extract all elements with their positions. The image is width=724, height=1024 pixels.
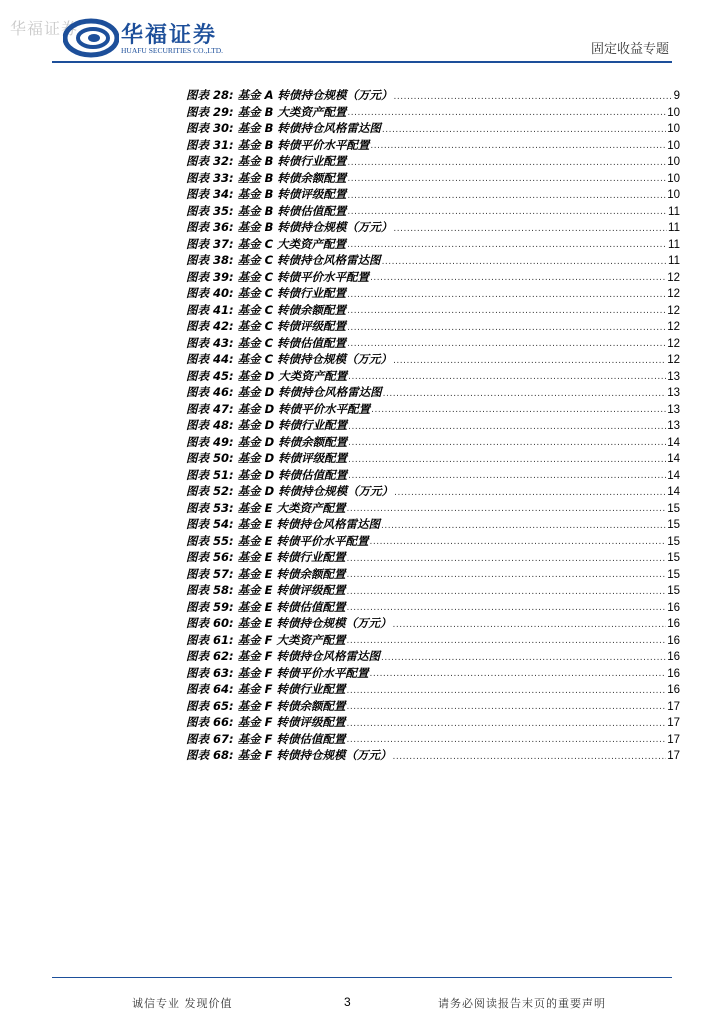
toc-entry[interactable]: [186, 170, 680, 187]
toc-leader-dots: [348, 471, 666, 483]
footer-slogan: 诚信专业 发现价值: [132, 997, 233, 1010]
report-section-title: 固定收益专题: [590, 42, 669, 57]
toc-entry[interactable]: [186, 335, 680, 352]
toc-leader-dots: [347, 323, 666, 335]
toc-entry-label: 图表 65: 基金 F 转债余额配置: [186, 698, 346, 713]
toc-entry-label: 图表 41: 基金 C 转债余额配置: [186, 302, 347, 317]
toc-entry-page: 17: [667, 700, 680, 713]
toc-entry-label: 图表 29: 基金 B 大类资产配置: [186, 104, 347, 119]
toc-entry-page: 17: [667, 750, 680, 762]
toc-leader-dots: [392, 752, 666, 764]
toc-entry[interactable]: [186, 120, 680, 137]
toc-entry-label: 图表 40: 基金 C 转债行业配置: [186, 286, 347, 300]
toc-entry[interactable]: [186, 219, 680, 236]
toc-entry-page: 15: [667, 585, 680, 597]
toc-entry[interactable]: [186, 632, 680, 649]
toc-leader-dots: [394, 488, 666, 500]
toc-entry-page: 15: [667, 552, 680, 564]
toc-entry[interactable]: [186, 731, 680, 748]
toc-entry-page: 16: [667, 667, 680, 680]
toc-entry[interactable]: [186, 665, 680, 682]
toc-entry-page: 13: [667, 403, 680, 416]
toc-entry-label: 图表 49: 基金 D 转债余额配置: [186, 434, 348, 449]
toc-leader-dots: [346, 735, 666, 747]
toc-leader-dots: [347, 174, 666, 186]
toc-entry[interactable]: [186, 747, 680, 764]
toc-leader-dots: [393, 224, 667, 236]
toc-entry[interactable]: [186, 483, 680, 500]
toc-entry[interactable]: [186, 384, 680, 401]
toc-entry-page: 10: [667, 139, 680, 152]
table-of-figures: [186, 87, 680, 764]
footer-divider: [52, 977, 672, 978]
toc-entry-label: 图表 55: 基金 E 转债平价水平配置: [186, 533, 369, 548]
toc-entry[interactable]: [186, 714, 680, 731]
watermark-text: 华福证券: [10, 19, 79, 38]
toc-entry-page: 15: [667, 568, 680, 581]
toc-entry-page: 13: [667, 387, 680, 399]
toc-entry[interactable]: [186, 582, 680, 599]
company-logo: [63, 16, 253, 60]
toc-entry-label: 图表 28: 基金 A 转债持仓规模（万元）: [186, 88, 393, 102]
toc-entry-label: 图表 52: 基金 D 转债持仓规模（万元）: [186, 484, 394, 498]
toc-entry[interactable]: [186, 203, 680, 220]
toc-entry-page: 15: [667, 519, 680, 531]
toc-entry-label: 图表 33: 基金 B 转债余额配置: [186, 170, 347, 185]
toc-entry-label: 图表 38: 基金 C 转债持仓风格雷达图: [186, 253, 381, 267]
toc-entry[interactable]: [186, 467, 680, 484]
toc-entry[interactable]: [186, 549, 680, 566]
toc-entry-label: 图表 56: 基金 E 转债行业配置: [186, 550, 346, 564]
toc-entry-label: 图表 51: 基金 D 转债估值配置: [186, 467, 348, 482]
toc-leader-dots: [346, 702, 666, 714]
toc-entry-page: 10: [667, 189, 680, 201]
toc-entry[interactable]: [186, 87, 680, 104]
toc-entry-page: 15: [667, 502, 680, 515]
toc-leader-dots: [370, 273, 666, 285]
toc-entry-label: 图表 60: 基金 E 转债持仓规模（万元）: [186, 616, 392, 630]
toc-entry-page: 14: [667, 453, 680, 465]
toc-entry-label: 图表 35: 基金 B 转债估值配置: [186, 203, 347, 218]
toc-leader-dots: [346, 603, 666, 615]
toc-leader-dots: [393, 356, 666, 368]
toc-entry-label: 图表 34: 基金 B 转债评级配置: [186, 187, 347, 201]
toc-entry-page: 14: [667, 486, 680, 498]
toc-leader-dots: [348, 372, 666, 384]
toc-leader-dots: [381, 521, 666, 533]
toc-entry-label: 图表 46: 基金 D 转债持仓风格雷达图: [186, 385, 382, 399]
toc-leader-dots: [369, 537, 666, 549]
toc-entry-label: 图表 47: 基金 D 转债平价水平配置: [186, 401, 371, 416]
toc-entry-label: 图表 68: 基金 F 转债持仓规模（万元）: [186, 748, 392, 762]
toc-entry[interactable]: [186, 186, 680, 203]
toc-entry[interactable]: [186, 434, 680, 451]
toc-entry-page: 16: [667, 634, 680, 647]
toc-entry[interactable]: [186, 516, 680, 533]
toc-entry-page: 10: [667, 123, 680, 135]
toc-entry[interactable]: [186, 351, 680, 368]
toc-entry-page: 12: [667, 288, 680, 300]
toc-entry[interactable]: [186, 450, 680, 467]
toc-entry-label: 图表 31: 基金 B 转债平价水平配置: [186, 137, 370, 152]
toc-entry-page: 15: [667, 535, 680, 548]
toc-entry-page: 14: [667, 436, 680, 449]
toc-entry-page: 10: [667, 172, 680, 185]
toc-entry-label: 图表 44: 基金 C 转债持仓规模（万元）: [186, 352, 393, 366]
toc-leader-dots: [347, 339, 666, 351]
toc-entry-page: 10: [667, 106, 680, 119]
toc-entry-label: 图表 62: 基金 F 转债持仓风格雷达图: [186, 649, 380, 663]
toc-entry-page: 13: [667, 420, 680, 432]
toc-leader-dots: [383, 389, 667, 401]
toc-entry-label: 图表 66: 基金 F 转债评级配置: [186, 715, 346, 729]
toc-leader-dots: [382, 125, 666, 137]
toc-entry[interactable]: [186, 681, 680, 698]
toc-entry-page: 9: [673, 90, 680, 102]
toc-entry-label: 图表 37: 基金 C 大类资产配置: [186, 236, 347, 251]
toc-leader-dots: [346, 587, 666, 599]
toc-entry-label: 图表 61: 基金 F 大类资产配置: [186, 632, 346, 647]
footer-disclaimer: 请务必阅读报告末页的重要声明: [438, 997, 606, 1010]
toc-entry-label: 图表 63: 基金 F 转债平价水平配置: [186, 665, 369, 680]
toc-entry-page: 16: [667, 601, 680, 614]
toc-leader-dots: [348, 438, 666, 450]
swirl-logo-icon: [63, 16, 119, 60]
toc-entry[interactable]: [186, 698, 680, 715]
company-name-en: HUAFU SECURITIES CO.,LTD.: [121, 46, 224, 55]
toc-leader-dots: [346, 719, 666, 731]
toc-entry[interactable]: [186, 285, 680, 302]
toc-entry-label: 图表 42: 基金 C 转债评级配置: [186, 319, 347, 333]
toc-entry-label: 图表 43: 基金 C 转债估值配置: [186, 335, 347, 350]
toc-leader-dots: [381, 653, 666, 665]
toc-entry[interactable]: [186, 615, 680, 632]
toc-entry[interactable]: [186, 104, 680, 121]
toc-entry-page: 16: [667, 651, 680, 663]
toc-leader-dots: [347, 306, 666, 318]
toc-entry-label: 图表 57: 基金 E 转债余额配置: [186, 566, 346, 581]
toc-entry-page: 12: [667, 354, 680, 366]
toc-entry[interactable]: [186, 368, 680, 385]
toc-entry[interactable]: [186, 153, 680, 170]
toc-entry[interactable]: [186, 401, 680, 418]
toc-entry-label: 图表 39: 基金 C 转债平价水平配置: [186, 269, 370, 284]
toc-entry[interactable]: [186, 599, 680, 616]
toc-entry-page: 11: [668, 222, 680, 234]
toc-leader-dots: [346, 636, 666, 648]
toc-entry-label: 图表 30: 基金 B 转债持仓风格雷达图: [186, 121, 381, 135]
toc-entry-label: 图表 58: 基金 E 转债评级配置: [186, 583, 346, 597]
toc-entry[interactable]: [186, 269, 680, 286]
toc-entry[interactable]: [186, 137, 680, 154]
toc-entry-label: 图表 36: 基金 B 转债持仓规模（万元）: [186, 220, 393, 234]
toc-leader-dots: [347, 240, 667, 252]
toc-entry-page: 11: [668, 205, 680, 218]
toc-entry-page: 12: [667, 271, 680, 284]
toc-leader-dots: [346, 504, 666, 516]
toc-entry-label: 图表 32: 基金 B 转债行业配置: [186, 154, 347, 168]
toc-leader-dots: [347, 108, 666, 120]
toc-entry-label: 图表 48: 基金 D 转债行业配置: [186, 418, 348, 432]
toc-entry-page: 12: [667, 321, 680, 333]
toc-entry-label: 图表 67: 基金 F 转债估值配置: [186, 731, 346, 746]
header-divider: [52, 61, 672, 63]
toc-entry-page: 11: [668, 238, 680, 251]
toc-entry-label: 图表 64: 基金 F 转债行业配置: [186, 682, 346, 696]
toc-entry-label: 图表 54: 基金 E 转债持仓风格雷达图: [186, 517, 380, 531]
toc-entry-label: 图表 45: 基金 D 大类资产配置: [186, 368, 348, 383]
toc-entry-page: 10: [667, 156, 680, 168]
toc-entry-page: 17: [667, 733, 680, 746]
toc-entry[interactable]: [186, 252, 680, 269]
toc-leader-dots: [382, 257, 667, 269]
toc-entry[interactable]: [186, 648, 680, 665]
toc-leader-dots: [347, 158, 666, 170]
toc-leader-dots: [346, 570, 666, 582]
toc-entry-page: 16: [667, 684, 680, 696]
toc-leader-dots: [370, 141, 666, 153]
toc-entry[interactable]: [186, 318, 680, 335]
toc-leader-dots: [346, 686, 666, 698]
toc-entry-page: 16: [667, 618, 680, 630]
toc-entry-page: 12: [667, 337, 680, 350]
toc-entry[interactable]: [186, 302, 680, 319]
toc-leader-dots: [346, 554, 666, 566]
toc-leader-dots: [348, 422, 666, 434]
toc-leader-dots: [347, 207, 667, 219]
toc-leader-dots: [394, 92, 673, 104]
toc-entry-page: 13: [667, 370, 680, 383]
toc-entry-page: 17: [667, 717, 680, 729]
toc-leader-dots: [347, 191, 666, 203]
page-number: 3: [344, 995, 351, 1009]
toc-entry-label: 图表 53: 基金 E 大类资产配置: [186, 500, 346, 515]
toc-entry[interactable]: [186, 417, 680, 434]
toc-leader-dots: [348, 455, 666, 467]
toc-entry[interactable]: [186, 566, 680, 583]
toc-entry-label: 图表 50: 基金 D 转债评级配置: [186, 451, 348, 465]
toc-leader-dots: [371, 405, 666, 417]
toc-entry-page: 12: [667, 304, 680, 317]
toc-entry-label: 图表 59: 基金 E 转债估值配置: [186, 599, 346, 614]
company-name-cn: 华福证券: [121, 23, 218, 48]
toc-entry[interactable]: [186, 533, 680, 550]
toc-leader-dots: [392, 620, 666, 632]
toc-entry-page: 11: [668, 255, 680, 267]
toc-entry-page: 14: [667, 469, 680, 482]
toc-leader-dots: [347, 290, 666, 302]
toc-entry[interactable]: [186, 236, 680, 253]
toc-entry[interactable]: [186, 500, 680, 517]
toc-leader-dots: [369, 669, 666, 681]
